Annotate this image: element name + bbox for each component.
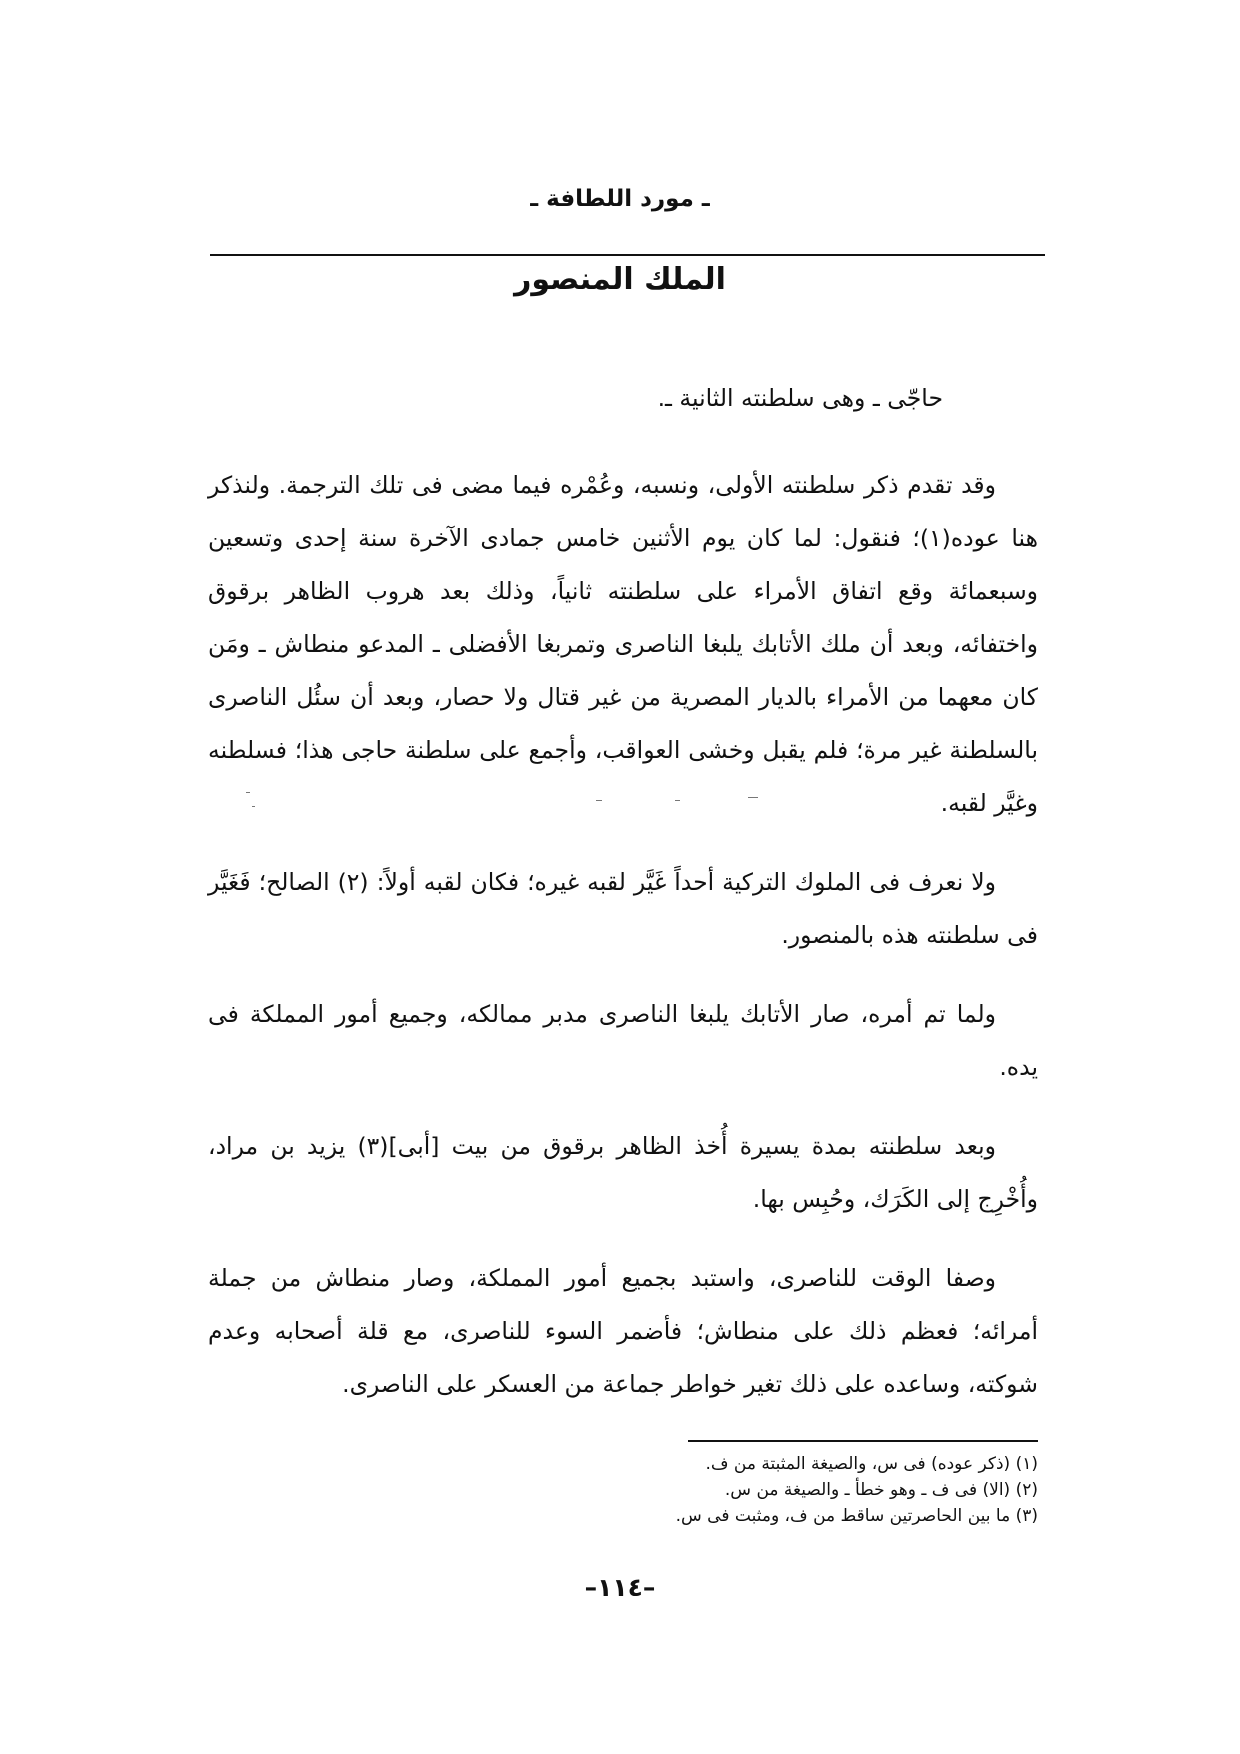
chapter-title: الملك المنصور bbox=[514, 262, 726, 297]
footnote: (١) (ذكر عوده) فى س، والصيغة المثبتة من ف. bbox=[705, 1454, 1038, 1474]
footnote: (٣) ما بين الحاصرتين ساقط من ف، ومثبت فى س. bbox=[675, 1506, 1038, 1526]
paragraph: وصفا الوقت للناصرى، واستبد بجميع أمور المملكة، وصار منطاش من جملة أمرائه؛ فعظم ذلك على منطاش؛ فأضمر السوء للناصرى، مع قلة أصحابه وعدم شوكته، وساعده على ذلك تغير خواطر جماعة من العسكر على الناصرى. bbox=[208, 1264, 1038, 1398]
header-rule bbox=[210, 254, 1045, 256]
opening-line: حاجّى ـ وهى سلطنته الثانية ـ. bbox=[657, 384, 943, 412]
scan-speck bbox=[246, 792, 250, 793]
paragraph: وبعد سلطنته بمدة يسيرة أُخذ الظاهر برقوق من بيت [أبى](٣) يزيد بن مراد، وأُخْرِج إلى الكَرَك، وحُبِس بها. bbox=[208, 1132, 1038, 1213]
scan-speck bbox=[596, 800, 602, 801]
footnotes bbox=[500, 1451, 1038, 1529]
scan-speck bbox=[748, 797, 758, 798]
footnote: (٢) (الا) فى ف ـ وهو خطأ ـ والصيغة من س. bbox=[724, 1480, 1038, 1500]
paragraph: ولا نعرف فى الملوك التركية أحداً غَيَّر لقبه غيره؛ فكان لقبه أولاً: (٢) الصالح؛ فَغَيَّر فى سلطنته هذه بالمنصور. bbox=[208, 868, 1038, 949]
page-number: –١١٤– bbox=[584, 1573, 656, 1602]
scan-speck bbox=[675, 800, 680, 801]
running-head: ـ مورد اللطافة ـ bbox=[530, 186, 710, 212]
footnote-rule bbox=[688, 1440, 1038, 1442]
paragraph: ولما تم أمره، صار الأتابك يلبغا الناصرى مدبر ممالكه، وجميع أمور المملكة فى يده. bbox=[208, 1000, 1038, 1081]
paragraph: وقد تقدم ذكر سلطنته الأولى، ونسبه، وعُمْره فيما مضى فى تلك الترجمة. ولنذكر هنا عوده(١)؛ فنقول: لما كان يوم الأثنين خامس جمادى الآخرة سنة إحدى وتسعين وسبعمائة وقع اتفاق الأمراء على سلطنته ثانياً، وذلك بعد هروب الظاهر برقوق واختفائه، وبعد أن ملك الأتابك يلبغا الناصرى وتمربغا الأفضلى ـ المدعو منطاش ـ ومَن كان معهما من الأمراء بالديار المصرية من غير قتال ولا حصار، وبعد أن سئُل الناصرى بالسلطنة غير مرة؛ فلم يقبل وخشى العواقب، وأجمع على سلطنة حاجى هذا؛ فسلطنه وغيَّر لقبه. bbox=[208, 471, 1038, 817]
scan-speck bbox=[252, 806, 255, 807]
body-text bbox=[208, 372, 1038, 1437]
